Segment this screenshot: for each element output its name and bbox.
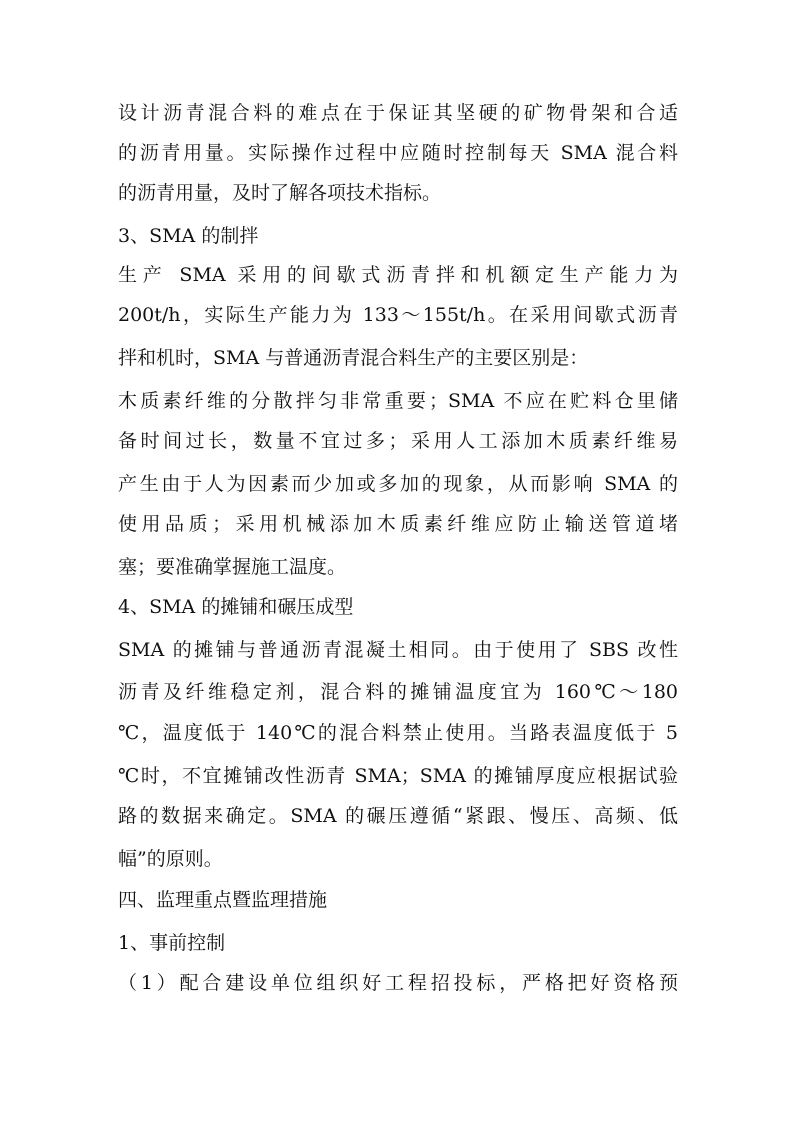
paragraph-line: 路的数据来确定。SMA 的碾压遵循“紧跟、慢压、高频、低: [118, 805, 678, 827]
paragraph-line: 塞；要准确掌握施工温度。: [118, 556, 347, 578]
paragraph-line: 使用品质；采用机械添加木质素纤维应防止输送管道堵: [118, 513, 678, 535]
paragraph-line: ℃时，不宜摊铺改性沥青 SMA；SMA 的摊铺厚度应根据试验: [118, 765, 678, 787]
paragraph-line: 200t/h，实际生产能力为 133～155t/h。在采用间歇式沥青: [118, 304, 678, 326]
paragraph-line: ℃，温度低于 140℃的混合料禁止使用。当路表温度低于 5: [118, 722, 678, 744]
paragraph-line: 木质素纤维的分散拌匀非常重要；SMA 不应在贮料仓里储: [118, 390, 678, 412]
paragraph-line: 幅”的原则。: [118, 848, 223, 870]
paragraph-line: 沥青及纤维稳定剂，混合料的摊铺温度宜为 160℃～180: [118, 681, 678, 703]
section-heading: 3、SMA 的制拌: [118, 225, 259, 247]
paragraph-line: 的沥青用量，及时了解各项技术指标。: [118, 182, 442, 204]
paragraph-line: 产生由于人为因素而少加或多加的现象，从而影响 SMA 的: [118, 473, 678, 495]
section-heading: 4、SMA 的摊铺和碾压成型: [118, 596, 354, 618]
paragraph-line: （1）配合建设单位组织好工程招投标，严格把好资格预: [118, 972, 678, 994]
paragraph-line: 的沥青用量。实际操作过程中应随时控制每天 SMA 混合料: [118, 142, 678, 164]
paragraph-line: SMA 的摊铺与普通沥青混凝土相同。由于使用了 SBS 改性: [118, 639, 678, 661]
paragraph-line: 生产 SMA 采用的间歇式沥青拌和机额定生产能力为: [118, 264, 678, 286]
section-heading: 四、监理重点暨监理措施: [118, 889, 328, 911]
paragraph-line: 设计沥青混合料的难点在于保证其坚硬的矿物骨架和合适: [118, 102, 678, 124]
paragraph-line: 拌和机时，SMA 与普通沥青混合料生产的主要区别是：: [118, 347, 589, 369]
paragraph-line: 备时间过长，数量不宜过多；采用人工添加木质素纤维易: [118, 430, 678, 452]
subsection-heading: 1、事前控制: [118, 932, 226, 954]
